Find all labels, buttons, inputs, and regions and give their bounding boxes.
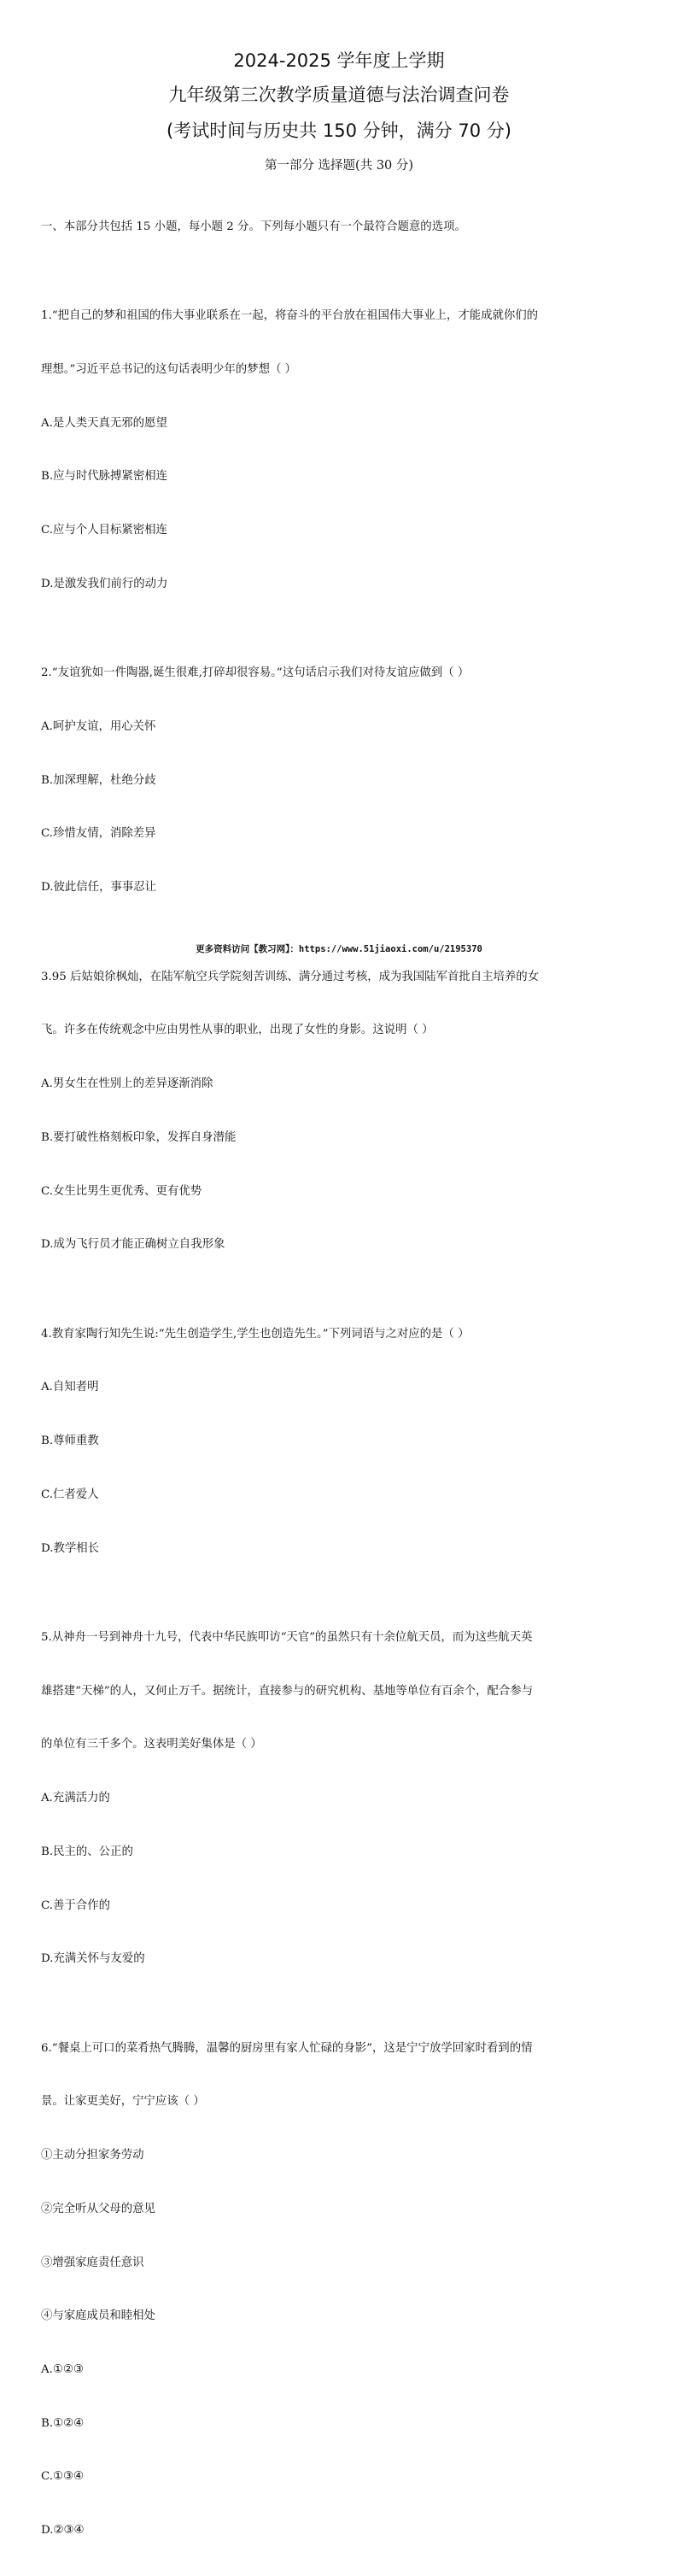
question-5-stem-line-2: 雄搭建“天梯”的人，又何止万千。据统计，直接参与的研究机构、基地等单位有百余个，配合参与: [41, 1684, 534, 1698]
question-4-stem-line-1: 4.教育家陶行知先生说:“先生创造学生,学生也创造先生。”下列词语与之对应的是（ ）: [41, 1327, 470, 1341]
question-6-stem-line-2: 景。让家更美好，宁宁应该（ ）: [41, 2095, 205, 2109]
question-6-item-4: ④与家庭成员和睦相处: [41, 2309, 155, 2323]
question-2-option-b: B.加深理解，杜绝分歧: [41, 773, 156, 787]
question-4-option-c: C.仁者爱人: [41, 1488, 99, 1501]
question-5-option-a: A.充满活力的: [41, 1792, 110, 1805]
question-5-option-d: D.充满关怀与友爱的: [41, 1952, 145, 1966]
question-6-option-d: D.②③④: [41, 2524, 85, 2538]
question-4-option-a: A.自知者明: [41, 1381, 99, 1394]
title-line-3: (考试时间与历史共 150 分钟，满分 70 分): [167, 120, 511, 141]
question-1-stem-line-2: 理想。”习近平总书记的这句话表明少年的梦想（ ）: [41, 363, 296, 377]
question-1-stem-line-1: 1.“把自己的梦和祖国的伟大事业联系在一起，将奋斗的平台放在祖国伟大事业上，才能成就你们的: [41, 309, 539, 323]
question-2-option-c: C.珍惜友情，消除差异: [41, 827, 156, 841]
question-4-option-b: B.尊师重教: [41, 1435, 99, 1448]
question-2-stem-line-1: 2.“友谊犹如一件陶器,诞生很难,打碎却很容易。”这句话启示我们对待友谊应做到（ ）: [41, 666, 470, 680]
question-6-item-1: ①主动分担家务劳动: [41, 2149, 144, 2162]
question-5-stem-line-1: 5.从神舟一号到神舟十九号，代表中华民族叩访“天官”的虽然只有十余位航天员，而为这些航天英: [41, 1631, 533, 1645]
question-3-option-a: A.男女生在性别上的差异逐渐消除: [41, 1077, 213, 1091]
instructions: 一、本部分共包括 15 小题，每小题 2 分。下列每小题只有一个最符合题意的选项。: [41, 220, 466, 233]
question-5-stem-line-3: 的单位有三千多个。这表明美好集体是（ ）: [41, 1738, 262, 1752]
question-1-option-b: B.应与时代脉搏紧密相连: [41, 470, 168, 484]
question-3-stem-line-2: 飞。许多在传统观念中应由男性从事的职业，出现了女性的身影。这说明（ ）: [41, 1024, 434, 1037]
question-6-option-a: A.①②③: [41, 2363, 84, 2376]
question-1-option-a: A.是人类天真无邪的愿望: [41, 416, 167, 430]
question-1-option-d: D.是激发我们前行的动力: [41, 577, 168, 590]
question-6-option-b: B.①②④: [41, 2416, 85, 2430]
question-3-option-d: D.成为飞行员才能正确树立自我形象: [41, 1238, 225, 1252]
questions-body: [41, 183, 643, 2576]
title-line-2: 九年级第三次教学质量道德与法治调查问卷: [168, 85, 510, 105]
question-4-option-d: D.教学相长: [41, 1541, 100, 1555]
question-1-option-c: C.应与个人目标紧密相连: [41, 524, 167, 537]
question-3-stem-line-1: 3.95 后姑娘徐枫灿，在陆军航空兵学院刻苦训练、满分通过考核，成为我国陆军首批自主培养的女: [41, 970, 540, 983]
question-5-option-b: B.民主的、公正的: [41, 1845, 133, 1858]
part-title: 第一部分 选择题(共 30 分): [264, 159, 414, 173]
question-2-option-a: A.呵护友谊，用心关怀: [41, 720, 156, 734]
question-2-option-d: D.彼此信任，事事忍让: [41, 881, 157, 895]
question-6-item-2: ②完全听从父母的意见: [41, 2202, 155, 2215]
title-line-1: 2024-2025 学年度上学期: [233, 50, 445, 71]
footer-link[interactable]: 更多资料访问【教习网】：https://www.51jiaoxi.com/u/2195370: [196, 944, 482, 954]
question-5-option-c: C.善于合作的: [41, 1898, 110, 1912]
question-3-option-c: C.女生比男生更优秀、更有优势: [41, 1184, 202, 1198]
question-6-item-3: ③增强家庭责任意识: [41, 2256, 144, 2269]
question-6-stem-line-1: 6.“餐桌上可口的菜肴热气腾腾，温馨的厨房里有家人忙碌的身影”，这是宁宁放学回家时看到的情: [41, 2041, 533, 2055]
question-6-option-c: C.①③④: [41, 2470, 85, 2484]
question-3-option-b: B.要打破性格刻板印象，发挥自身潜能: [41, 1130, 237, 1144]
